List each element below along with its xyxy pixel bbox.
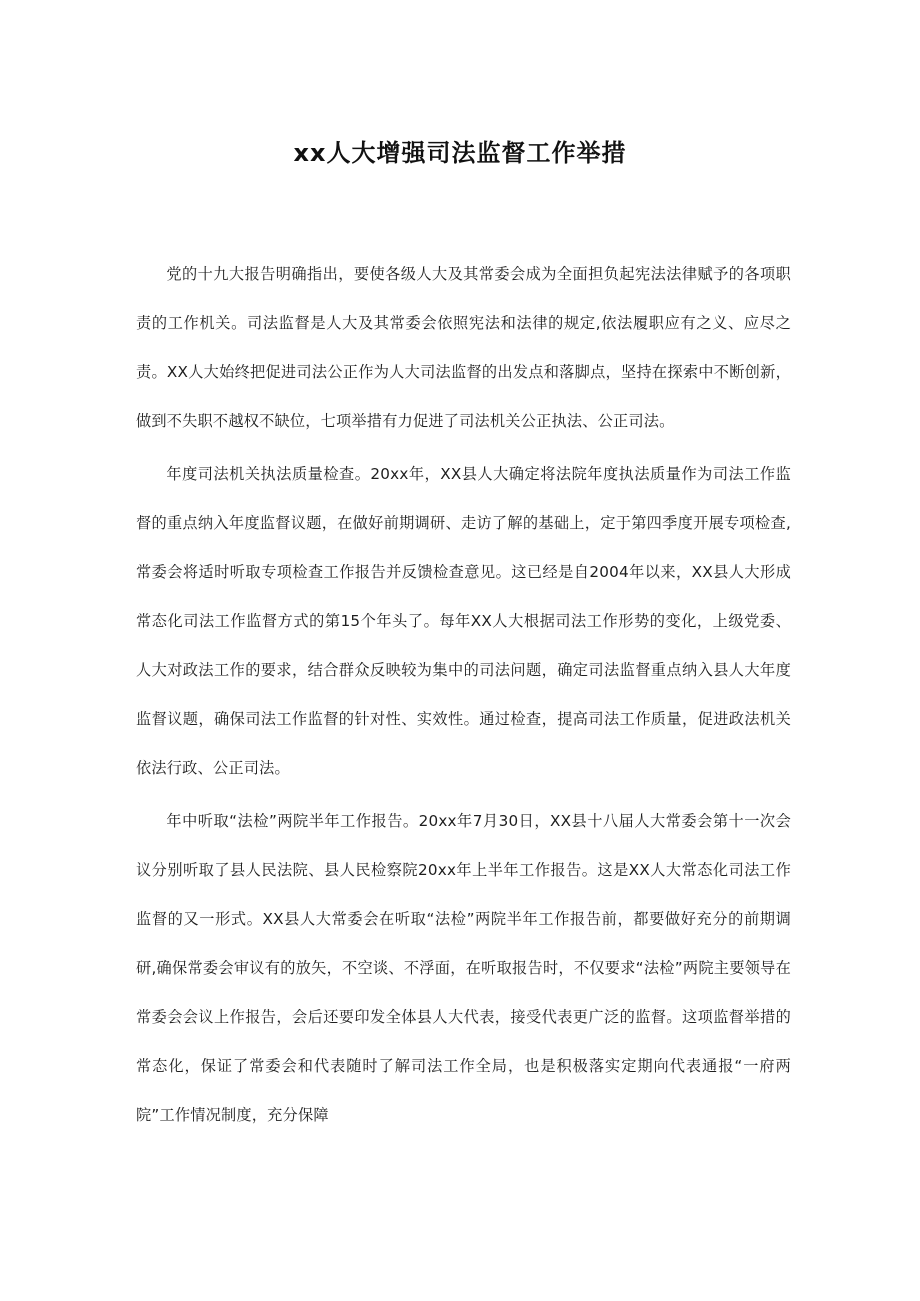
paragraph-midyear-report: 年中听取“法检”两院半年工作报告。20xx年7月30日，XX县十八届人大常委会第十一次会议分别听取了县人民法院、县人民检察院20xx年上半年工作报告。这是XX人大常态化司法工作监督的又一形式。XX县人大常委会在听取“法检”两院半年工作报告前，都要做好充分的前期调研,确保常委会审议有的放矢，不空谈、不浮面，在听取报告时，不仅要求“法检”两院主要领导在常委会会议上作报告，会后还要印发全体县人大代表，接受代表更广泛的监督。这项监督举措的常态化，保证了常委会和代表随时了解司法工作全局，也是积极落实定期向代表通报“一府两院”工作情况制度，充分保障	[136, 812, 791, 1124]
paragraph-intro: 党的十九大报告明确指出，要使各级人大及其常委会成为全面担负起宪法法律赋予的各项职责的工作机关。司法监督是人大及其常委会依照宪法和法律的规定,依法履职应有之义、应尽之责。XX人大始终把促进司法公正作为人大司法监督的出发点和落脚点，坚持在探索中不断创新，做到不失职不越权不缺位，七项举措有力促进了司法机关公正执法、公正司法。	[136, 265, 791, 430]
paragraph-annual-inspection: 年度司法机关执法质量检查。20xx年，XX县人大确定将法院年度执法质量作为司法工作监督的重点纳入年度监督议题，在做好前期调研、走访了解的基础上，定于第四季度开展专项检查,常委会将适时听取专项检查工作报告并反馈检查意见。这已经是自2004年以来，XX县人大形成常态化司法工作监督方式的第15个年头了。每年XX人大根据司法工作形势的变化，上级党委、人大对政法工作的要求，结合群众反映较为集中的司法问题，确定司法监督重点纳入县人大年度监督议题，确保司法工作监督的针对性、实效性。通过检查，提高司法工作质量，促进政法机关依法行政、公正司法。	[136, 465, 791, 777]
document-body	[136, 250, 791, 1140]
document-title: xx人大增强司法监督工作举措	[293, 139, 627, 167]
